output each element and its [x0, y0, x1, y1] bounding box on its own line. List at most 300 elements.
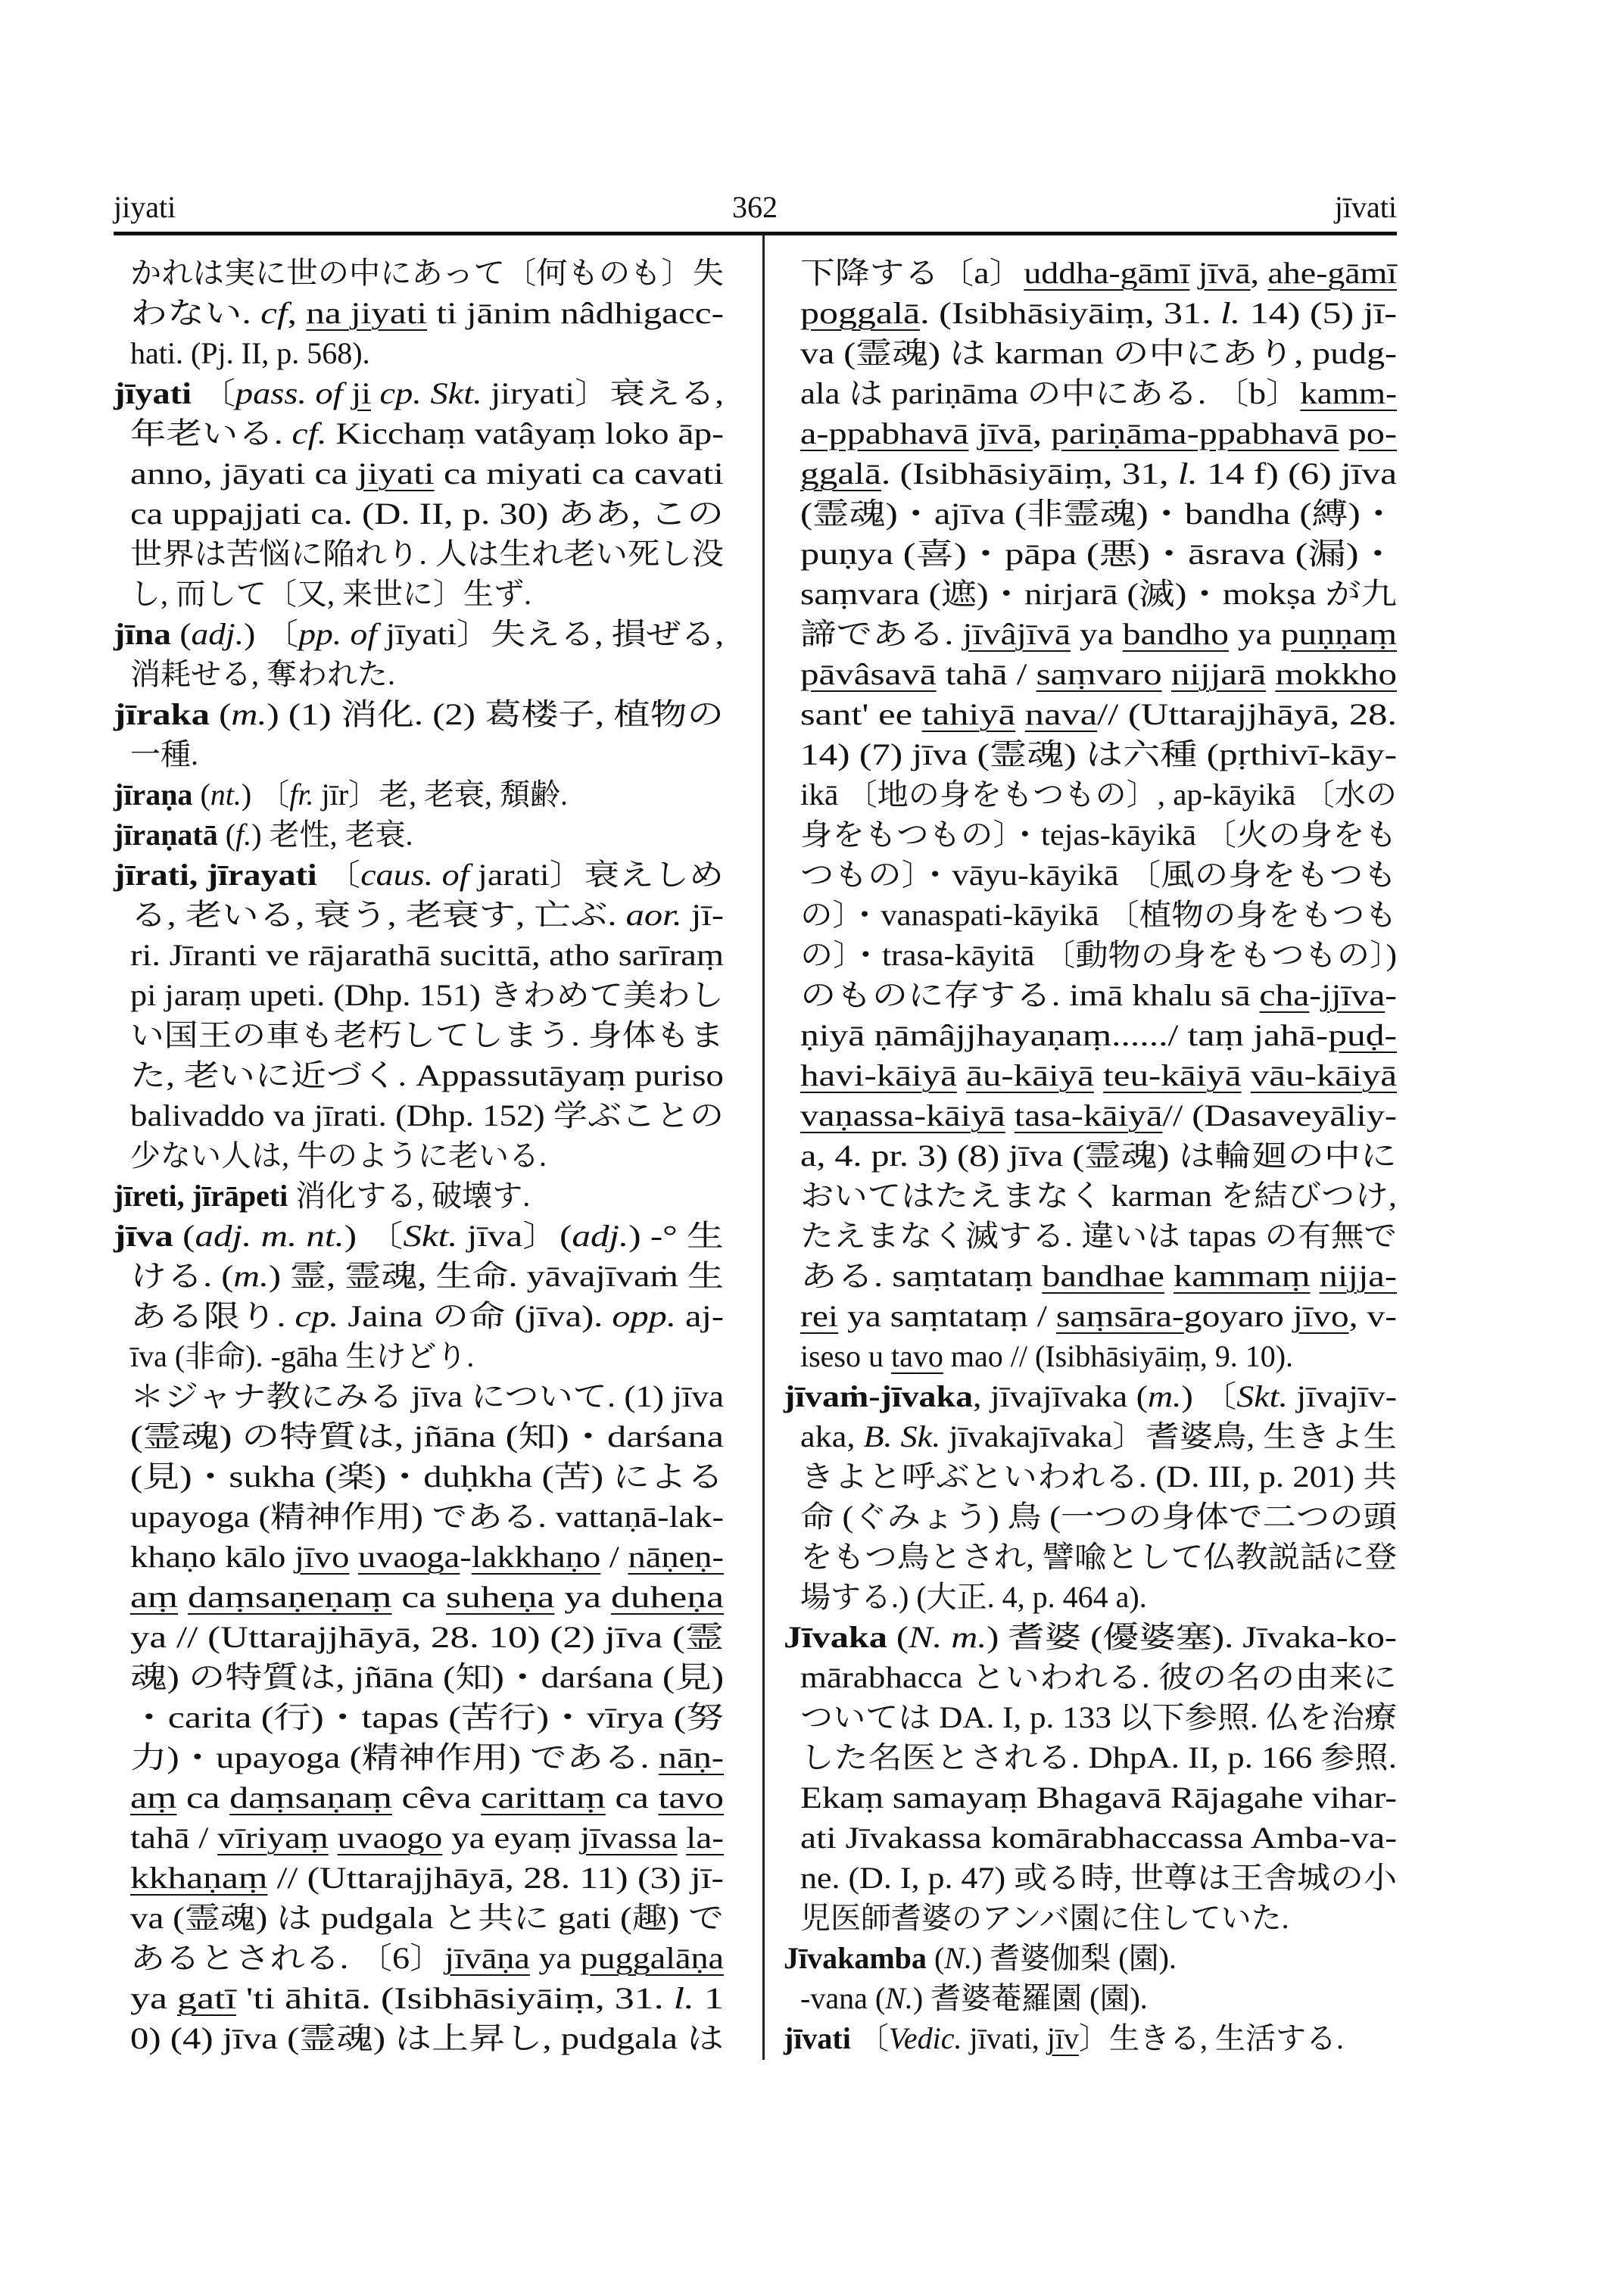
text-segment: ( [192, 777, 210, 812]
line-text [800, 1176, 1397, 1216]
abbreviation: m. [1147, 1379, 1182, 1413]
underlined-citation: jīvâjīvā [962, 617, 1071, 651]
line-text [130, 1537, 724, 1577]
text-segment: // (Uttarajjhāyā, 28. 11) (3) jī- [267, 1861, 724, 1895]
abbreviation: Vedic. [888, 2021, 962, 2055]
text-segment: jīvakajīvaka〕耆婆鳥, 生きよ生 [940, 1419, 1397, 1453]
text-segment: ya [554, 1580, 611, 1614]
entry-headword-line [114, 1176, 724, 1216]
line-text [800, 1737, 1397, 1777]
abbreviation: adj. [191, 617, 245, 651]
text-line [130, 1095, 724, 1136]
text-line [130, 1336, 724, 1376]
headword: jīraka [114, 697, 210, 731]
text-segment: anno, jāyati ca [130, 456, 357, 491]
line-text [114, 614, 724, 654]
text-line [800, 453, 1397, 494]
abbreviation: cp. Skt. [370, 376, 482, 410]
underlined-citation: jīvo [1292, 1299, 1349, 1333]
text-segment: ca miyati ca cavati [434, 456, 724, 491]
text-segment: iseso u [800, 1339, 891, 1373]
text-segment [1266, 657, 1275, 691]
underlined-citation: jīvā [1198, 256, 1251, 290]
text-line [130, 534, 724, 574]
underlined-citation: vāu-kāiyā [1250, 1058, 1397, 1092]
underlined-citation: jiyati [357, 456, 435, 491]
line-text [800, 694, 1397, 734]
text-segment: ) 〔 [244, 617, 299, 651]
text-segment: // (Uttarajjhāyā, 28. [1097, 697, 1397, 731]
text-segment: jīva〕( [457, 1219, 572, 1253]
text-line [800, 654, 1397, 694]
headword: jīva [114, 1219, 173, 1253]
text-line [130, 1055, 724, 1095]
text-segment [329, 1821, 338, 1855]
text-segment: , [287, 296, 307, 330]
text-line [130, 574, 724, 614]
text-segment: pi jaraṃ upeti. (Dhp. 151) きわめて美わし [130, 978, 724, 1012]
text-segment: va (霊魂) は karman の中にあり, pudg- [800, 336, 1397, 370]
text-line [800, 1898, 1397, 1938]
text-line [130, 333, 724, 373]
text-segment: 0) (4) jīva (霊魂) は上昇し, pudgala は [130, 2021, 725, 2055]
text-segment: a, 4. pr. 3) (8) jīva (霊魂) は輪廻の中に [800, 1139, 1397, 1173]
text-line [130, 2018, 724, 2058]
text-segment: ある限り. [130, 1299, 295, 1333]
text-segment: sant' ee [800, 697, 922, 731]
text-segment: cêva [391, 1781, 482, 1815]
text-line [130, 1737, 724, 1777]
line-text [130, 1015, 724, 1055]
text-line [130, 1617, 724, 1657]
underlined-citation: jīvo [294, 1540, 350, 1574]
entry-headword-line [114, 694, 724, 734]
text-segment: 1 [694, 1981, 724, 2015]
entry-headword-line [114, 774, 724, 815]
text-line [130, 293, 724, 333]
text-segment: 諦である. [800, 617, 963, 651]
line-text [800, 333, 1397, 373]
text-segment: した名医とされる. DhpA. II, p. 166 参照. [800, 1740, 1397, 1774]
underlined-citation: saṃvaro [1036, 657, 1162, 691]
text-line [800, 1176, 1397, 1216]
text-segment: ) 耆婆 (優婆塞). Jīvaka-ko- [987, 1620, 1397, 1654]
text-line [800, 774, 1397, 815]
abbreviation: l. [673, 1981, 695, 2015]
text-segment: ca [391, 1580, 447, 1614]
entry-headword-line [784, 1376, 1397, 1416]
line-text [130, 1697, 724, 1737]
underlined-citation: teu-kāiyā [1103, 1058, 1242, 1092]
underlined-citation: tavo [891, 1339, 943, 1373]
text-segment: おいてはたえまなく karman を結びつけ, [800, 1179, 1397, 1213]
line-text [130, 2018, 724, 2058]
abbreviation: nt. [210, 777, 242, 812]
text-line [800, 895, 1397, 935]
text-segment: きよと呼ぶといわれる. (D. III, p. 201) 共 [800, 1460, 1397, 1494]
text-line [130, 1657, 724, 1697]
text-line [800, 1657, 1397, 1697]
underlined-citation: nāṇeṇ- [628, 1540, 724, 1574]
header-rule [114, 232, 1397, 235]
text-segment: jarati〕衰えしめ [469, 858, 724, 892]
text-segment: balivaddo va jīrati. (Dhp. 152) 学ぶことの [130, 1098, 724, 1132]
line-text [800, 453, 1397, 494]
text-segment [678, 1821, 687, 1855]
text-segment: ca [176, 1781, 230, 1815]
text-segment: ala は pariṇāma の中にある. 〔b〕 [800, 376, 1301, 410]
text-segment: 力)・upayoga (精神作用) である. [130, 1740, 659, 1774]
text-segment: のものに存する. imā khalu sā [800, 978, 1260, 1012]
text-segment: puṇya (喜)・pāpa (悪)・āsrava (漏)・ [800, 537, 1397, 571]
running-head-right: jīvati [1334, 190, 1397, 224]
text-segment: jīvajīv- [1287, 1379, 1397, 1413]
headword: jīraṇa [114, 777, 193, 812]
text-segment: 14) (7) jīva (霊魂) は六種 (pṛthivī-kāy- [800, 737, 1397, 771]
text-line [130, 494, 724, 534]
text-line [800, 413, 1397, 453]
text-segment: ya [1228, 617, 1281, 651]
underlined-citation: saṃsāra- [1055, 1299, 1184, 1333]
text-segment: かれは実に世の中にあって〔何ものも〕失 [130, 256, 724, 290]
line-text [800, 654, 1397, 694]
text-segment [1162, 657, 1171, 691]
text-line [800, 855, 1397, 895]
abbreviation: pass. of [235, 376, 352, 410]
text-segment: ) 耆婆菴羅園 (園). [912, 1981, 1148, 2015]
text-segment: ) -° 生 [628, 1219, 724, 1253]
underlined-citation: uvaogo [337, 1821, 443, 1855]
line-text [130, 1818, 724, 1858]
text-segment: ṇiyā ṇāmâjjhayaṇaṃ....../ taṃ jahā- [800, 1018, 1329, 1052]
text-segment: Ekaṃ samayaṃ Bhagavā Rājagahe vihar- [800, 1781, 1397, 1815]
line-text [130, 1336, 474, 1376]
underlined-citation: jīvā [977, 416, 1033, 450]
text-segment: ne. (D. I, p. 47) 或る時, 世尊は王舎城の小 [800, 1861, 1397, 1895]
headword: jīvaṁ-jīvaka [784, 1379, 974, 1413]
text-segment [1241, 1058, 1250, 1092]
text-segment [1015, 697, 1025, 731]
text-segment: - [460, 1540, 472, 1574]
underlined-citation: na jiyati [306, 296, 428, 330]
text-segment: ya // (Uttarajjhāyā, 28. 10) (2) jīva (霊 [130, 1620, 724, 1654]
text-segment: 児医師耆婆のアンバ園に住していた. [800, 1901, 1289, 1935]
text-segment: をもつ鳥とされ, 譬喩として仏教説話に登 [800, 1540, 1397, 1574]
text-line [130, 935, 724, 975]
text-segment: ca uppajjati ca. (D. II, p. 30) ああ, この [130, 497, 724, 531]
line-text [130, 1136, 547, 1176]
underlined-citation: cha [1259, 978, 1310, 1012]
text-segment: あるとされる. 〔6〕 [130, 1941, 445, 1975]
text-line [800, 734, 1397, 774]
underlined-citation: nijja- [1319, 1259, 1397, 1293]
line-text [130, 1657, 724, 1697]
text-segment: ikā 〔地の身をもつもの〕, ap-kāyikā 〔水の [800, 777, 1397, 812]
text-line [130, 1456, 724, 1497]
text-segment: い国王の車も老朽してしまう. 身体もま [130, 1018, 724, 1052]
abbreviation: Skt. [1236, 1379, 1288, 1413]
line-text [130, 1497, 724, 1537]
text-line [800, 1697, 1397, 1737]
text-segment: ( [887, 1620, 909, 1654]
underlined-citation: ji [351, 376, 371, 410]
text-segment: し, 而して〔又, 来世に〕生ず. [130, 577, 531, 611]
underlined-citation: suheṇa [446, 1580, 555, 1614]
abbreviation: B. Sk. [863, 1419, 941, 1453]
text-segment: Kicchaṃ vatâyaṃ loko āp- [326, 416, 724, 450]
text-segment: jī- [681, 898, 725, 932]
text-line [130, 413, 724, 453]
line-text [130, 1296, 724, 1336]
line-text [130, 333, 370, 373]
underlined-citation: puḍ- [1328, 1018, 1397, 1052]
text-segment: 消化する, 破壊す. [288, 1179, 531, 1213]
text-line [800, 293, 1397, 333]
text-segment: つもの〕・vāyu-kāyikā 〔風の身をもつも [800, 858, 1397, 892]
text-segment: saṃvara (遮)・nirjarā (滅)・mokṣa が九 [800, 577, 1397, 611]
entry-headword-line [114, 373, 724, 413]
text-segment: 一種. [130, 737, 198, 771]
text-segment [1005, 1098, 1015, 1132]
text-segment: ＊ジャナ教にみる jīva について. (1) jīva [130, 1379, 724, 1413]
underlined-citation: ahe-gāmī [1267, 256, 1397, 290]
line-text [130, 1617, 724, 1657]
line-text [800, 1336, 1293, 1376]
text-line [130, 1296, 724, 1336]
line-text [130, 935, 724, 975]
line-text [130, 1456, 724, 1497]
text-segment: ) 〔 [344, 1219, 404, 1253]
text-segment: . (Isibhāsiyāiṃ, 31, [881, 456, 1178, 491]
abbreviation: adj. [572, 1219, 629, 1253]
line-text [130, 293, 724, 333]
text-line [800, 1737, 1397, 1777]
line-text [130, 1095, 724, 1136]
line-text [800, 975, 1397, 1015]
text-line [130, 1376, 724, 1416]
abbreviation: fr. [289, 777, 314, 812]
underlined-citation: uvaoga [357, 1540, 460, 1574]
text-segment: mārabhacca といわれる. 彼の名の由来に [800, 1660, 1397, 1694]
line-text [114, 1216, 724, 1256]
line-text [784, 1938, 1177, 1978]
text-line [800, 1136, 1397, 1176]
text-segment: ) 老性, 老衰. [251, 818, 413, 852]
line-text [114, 694, 724, 734]
abbreviation: l. [1220, 296, 1241, 330]
text-segment [1164, 1259, 1174, 1293]
text-line [800, 1095, 1397, 1136]
line-text [130, 895, 724, 935]
text-line [130, 975, 724, 1015]
text-segment: ( [209, 697, 232, 731]
underlined-citation: puggalāṇa [580, 1941, 724, 1975]
headword: jīvati [784, 2021, 851, 2055]
text-line [130, 1577, 724, 1617]
text-line [800, 373, 1397, 413]
text-segment: 年老いる. [130, 416, 292, 450]
headword: jīna [114, 617, 171, 651]
text-segment: 〕生きる, 生活する. [1078, 2021, 1344, 2055]
line-text [800, 1055, 1397, 1095]
line-text [130, 1737, 724, 1777]
text-line [800, 534, 1397, 574]
line-text [800, 494, 1397, 534]
underlined-citation: carittaṃ [481, 1781, 606, 1815]
text-line [130, 1978, 724, 2018]
text-segment: (見)・sukha (楽)・duḥkha (苦) による [130, 1460, 725, 1494]
text-line [800, 1216, 1397, 1256]
text-segment: , [1250, 256, 1268, 290]
text-line [130, 1136, 724, 1176]
text-segment: わない. [130, 296, 261, 330]
line-text [800, 1858, 1397, 1898]
line-text [130, 654, 395, 694]
text-line [130, 654, 724, 694]
text-segment: 下降する〔a〕 [800, 256, 1024, 290]
text-segment: īva (非命). -gāha 生けどり. [130, 1339, 475, 1373]
text-line [800, 1256, 1397, 1296]
abbreviation: caus. of [360, 858, 469, 892]
text-line [800, 1336, 1397, 1376]
text-segment [349, 1540, 358, 1574]
underlined-citation: kammaṃ [1173, 1259, 1311, 1293]
text-line [800, 494, 1397, 534]
text-segment [1189, 256, 1198, 290]
line-text [800, 1256, 1397, 1296]
text-segment: 'ti āhitā. (Isibhāsiyāiṃ, 31. [235, 1981, 674, 2015]
line-text [130, 1416, 724, 1456]
text-line [800, 815, 1397, 855]
text-segment: - [1309, 978, 1322, 1012]
text-segment: hati. (Pj. II, p. 568). [130, 336, 370, 370]
underlined-citation: nava [1024, 697, 1098, 731]
text-line [130, 1938, 724, 1978]
text-segment: ( [173, 1219, 195, 1253]
line-text [800, 413, 1397, 453]
entry-headword-line [784, 1938, 1397, 1978]
underlined-citation: bandhae [1042, 1259, 1164, 1293]
text-segment: . (Isibhāsiyāiṃ, 31. [920, 296, 1220, 330]
headword: Jīvakamba [784, 1941, 927, 1975]
text-segment: Jaina の命 (jīva). [338, 1299, 613, 1333]
abbreviation: l. [1177, 456, 1198, 491]
text-segment: ti jānim nâdhigacc- [427, 296, 724, 330]
line-text [800, 253, 1397, 293]
text-segment: aj- [675, 1299, 724, 1333]
text-line [130, 1497, 724, 1537]
text-line [800, 333, 1397, 373]
line-text [800, 1296, 1397, 1336]
abbreviation: cp. [295, 1299, 339, 1333]
text-segment: , v- [1348, 1299, 1397, 1333]
text-segment: ya [130, 1981, 178, 2015]
text-segment [1339, 416, 1348, 450]
text-line [800, 614, 1397, 654]
entry-headword-line [114, 1216, 724, 1256]
text-line [800, 1497, 1397, 1537]
text-line [800, 1777, 1397, 1818]
line-text [114, 815, 413, 855]
line-text [800, 1978, 1148, 2018]
text-segment: ya saṃtataṃ / [838, 1299, 1056, 1333]
line-text [800, 855, 1397, 895]
text-segment: たえまなく滅する. 違いは tapas の有無で [800, 1219, 1397, 1253]
text-line [130, 1015, 724, 1055]
text-line [130, 1858, 724, 1898]
text-segment: va (霊魂) は pudgala と共に gati (趣) で [130, 1901, 724, 1935]
line-text [800, 1136, 1397, 1176]
line-text [784, 2018, 1344, 2058]
line-text [800, 1777, 1397, 1818]
underlined-citation: a-ppabhavā [800, 416, 969, 450]
underlined-citation: kkhaṇaṃ [130, 1861, 268, 1895]
running-head-left: jiyati [114, 190, 176, 224]
headword: jīreti, jīrāpeti [114, 1179, 288, 1213]
line-text [130, 734, 198, 774]
text-segment: -vana ( [800, 1981, 886, 2015]
line-text [800, 895, 1397, 935]
text-segment: ( [926, 1941, 945, 1975]
text-segment: ) 〔 [241, 777, 290, 812]
text-segment: ya eyaṃ [442, 1821, 581, 1855]
text-line [130, 1416, 724, 1456]
abbreviation: m. [231, 697, 267, 731]
line-text [130, 574, 531, 614]
text-segment: 魂) の特質は, jñāna (知)・darśana (見) [130, 1660, 724, 1694]
text-line [130, 1697, 724, 1737]
text-segment: khaṇo kālo [130, 1540, 295, 1574]
line-text [130, 1777, 724, 1818]
entry-headword-line [114, 614, 724, 654]
underlined-citation: po- [1348, 416, 1397, 450]
text-segment [968, 416, 977, 450]
line-text [800, 935, 1397, 975]
text-line [800, 1978, 1397, 2018]
line-text [114, 774, 568, 815]
text-line [130, 453, 724, 494]
line-text [800, 774, 1397, 815]
line-text [130, 494, 724, 534]
text-line [130, 1777, 724, 1818]
line-text [130, 1858, 724, 1898]
underlined-citation: āu-kāiyā [966, 1058, 1094, 1092]
text-segment: ri. Jīranti ve rājarathā sucittā, atho sarīraṃ [130, 938, 724, 972]
line-text [784, 1376, 1397, 1416]
text-segment: // (Dasaveyāliy- [1162, 1098, 1397, 1132]
line-text [800, 1818, 1397, 1858]
text-line [130, 1537, 724, 1577]
text-line [130, 1898, 724, 1938]
text-line [800, 574, 1397, 614]
line-text [800, 1657, 1397, 1697]
text-segment [1311, 1259, 1320, 1293]
text-line [130, 253, 724, 293]
text-line [800, 1055, 1397, 1095]
text-segment: ( [170, 617, 192, 651]
abbreviation: adj. m. nt. [195, 1219, 344, 1253]
text-segment: 14) (5) jī- [1240, 296, 1397, 330]
underlined-citation: pāvâsavā [800, 657, 937, 691]
entry-headword-line [784, 1617, 1397, 1657]
line-text [800, 1697, 1397, 1737]
underlined-citation: tahiyā [921, 697, 1016, 731]
text-line [800, 1818, 1397, 1858]
text-segment: ) 霊, 霊魂, 生命. yāvajīvaṁ 生 [268, 1259, 724, 1293]
line-text [800, 1216, 1397, 1256]
line-text [130, 453, 724, 494]
page-number: 362 [732, 190, 778, 224]
